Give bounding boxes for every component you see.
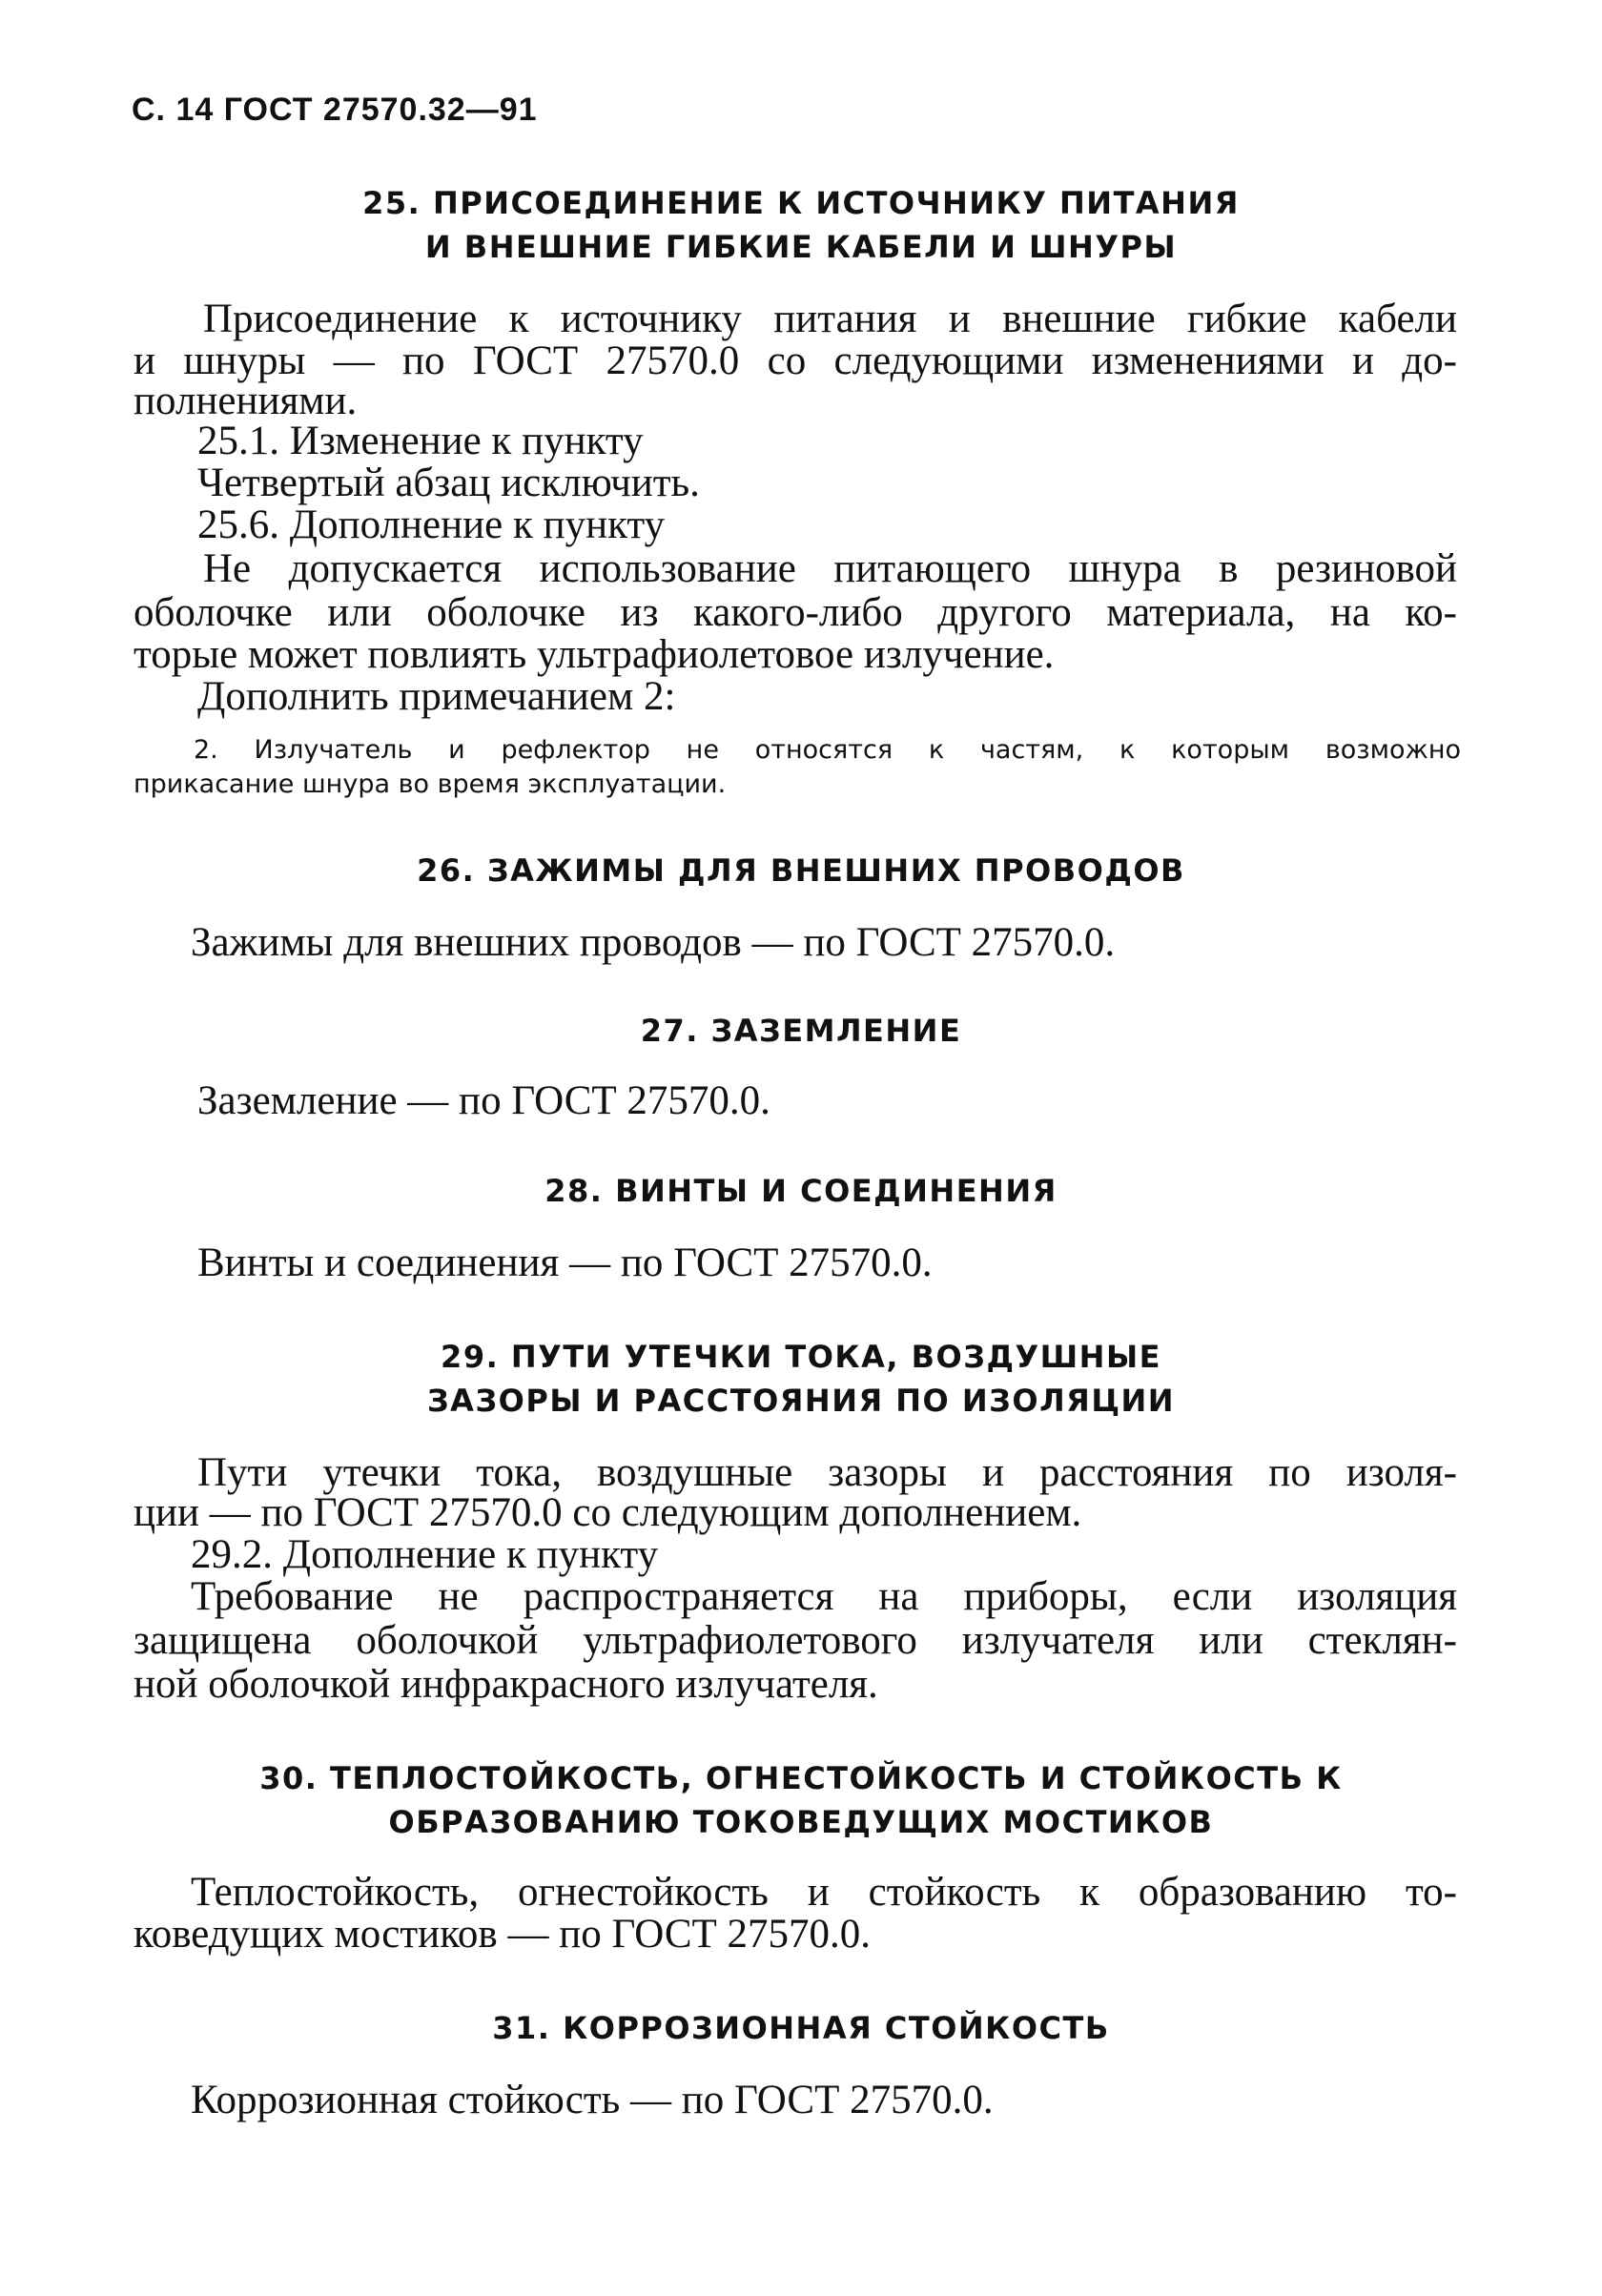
heading-line: 26. ЗАЖИМЫ ДЛЯ ВНЕШНИХ ПРОВОДОВ — [417, 852, 1185, 889]
paragraph-line: торые может повлиять ультрафиолетовое излучение. — [134, 632, 1055, 677]
paragraph-line: ции — по ГОСТ 27570.0 со следующим дополнением. — [134, 1490, 1082, 1535]
paragraph-line: Заземление — по ГОСТ 27570.0. — [197, 1078, 770, 1123]
paragraph-line: Дополнить примечанием 2: — [197, 674, 676, 719]
paragraph-line: 29.2. Дополнение к пункту — [191, 1532, 659, 1577]
paragraph-line: Требование не распространяется на приборы, если изоляция — [191, 1574, 1457, 1619]
heading-line: И ВНЕШНИЕ ГИБКИЕ КАБЕЛИ И ШНУРЫ — [424, 229, 1178, 265]
paragraph-line: 25.1. Изменение к пункту — [197, 419, 644, 463]
section-29-heading — [0, 1335, 1602, 1423]
section-25-heading — [0, 181, 1602, 269]
paragraph-line: Теплостойкость, огнестойкость и стойкость к образованию то- — [191, 1870, 1457, 1915]
paragraph-line: ной оболочкой инфракрасного излучателя. — [134, 1662, 878, 1707]
section-26-heading — [0, 849, 1602, 892]
note-line: 2. Излучатель и рефлектор не относятся к частям, к которым возможно — [194, 735, 1461, 765]
section-27-heading — [0, 1009, 1602, 1053]
paragraph-line: оболочке или оболочке из какого-либо другого материала, на ко- — [134, 590, 1457, 635]
paragraph-line: Присоединение к источнику питания и внешние гибкие кабели — [203, 297, 1457, 341]
heading-line: 25. ПРИСОЕДИНЕНИЕ К ИСТОЧНИКУ ПИТАНИЯ — [362, 185, 1240, 221]
paragraph-line: Пути утечки тока, воздушные зазоры и расстояния по изоля- — [197, 1450, 1457, 1495]
section-30-heading — [0, 1756, 1602, 1844]
paragraph-line: полнениями. — [134, 379, 358, 423]
paragraph-line: и шнуры — по ГОСТ 27570.0 со следующими изменениями и до- — [134, 338, 1457, 383]
heading-line: 30. ТЕПЛОСТОЙКОСТЬ, ОГНЕСТОЙКОСТЬ И СТОЙКОСТЬ К — [259, 1760, 1343, 1796]
paragraph-line: 25.6. Дополнение к пункту — [197, 502, 666, 547]
heading-line: ЗАЗОРЫ И РАССТОЯНИЯ ПО ИЗОЛЯЦИИ — [426, 1383, 1176, 1419]
heading-line: 27. ЗАЗЕМЛЕНИЕ — [640, 1013, 962, 1049]
paragraph-line: коведущих мостиков — по ГОСТ 27570.0. — [134, 1912, 872, 1957]
heading-line: 29. ПУТИ УТЕЧКИ ТОКА, ВОЗДУШНЫЕ — [441, 1339, 1161, 1375]
section-28-heading — [0, 1169, 1602, 1213]
paragraph-line: Четвертый абзац исключить. — [197, 461, 700, 505]
paragraph-line: Коррозионная стойкость — по ГОСТ 27570.0. — [191, 2078, 994, 2122]
heading-line: 31. КОРРОЗИОННАЯ СТОЙКОСТЬ — [492, 2010, 1110, 2046]
paragraph-line: Винты и соединения — по ГОСТ 27570.0. — [197, 1240, 933, 1285]
heading-line: 28. ВИНТЫ И СОЕДИНЕНИЯ — [544, 1173, 1058, 1209]
running-head: С. 14 ГОСТ 27570.32—91 — [132, 92, 538, 128]
paragraph-line: Зажимы для внешних проводов — по ГОСТ 27570.0. — [191, 920, 1116, 965]
paragraph-line: Не допускается использование питающего шнура в резиновой — [203, 546, 1457, 591]
heading-line: ОБРАЗОВАНИЮ ТОКОВЕДУЩИХ МОСТИКОВ — [388, 1804, 1214, 1840]
note-line: прикасание шнура во время эксплуатации. — [134, 769, 727, 799]
paragraph-line: защищена оболочкой ультрафиолетового излучателя или стеклян- — [134, 1618, 1457, 1663]
section-31-heading — [0, 2006, 1602, 2050]
